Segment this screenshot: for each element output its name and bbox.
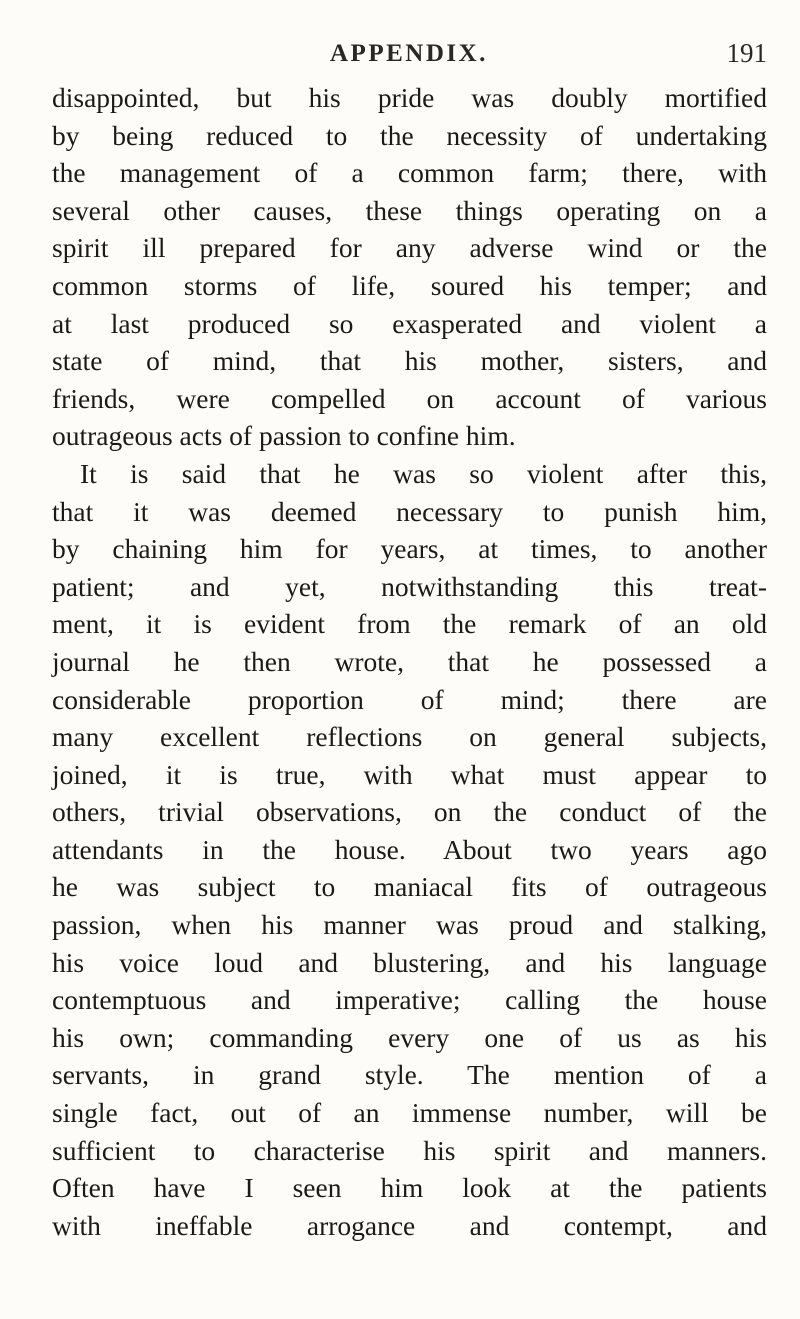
text-line: spirit ill prepared for any adverse wind or the: [52, 232, 767, 264]
text-line: his voice loud and blustering, and his language: [52, 946, 767, 978]
text-line: at last produced so exasperated and violent a: [52, 307, 767, 339]
text-line: friends, were compelled on account of various: [52, 382, 767, 414]
text-line: many excellent reflections on general subjects,: [52, 721, 767, 753]
text-line: single fact, out of an immense number, will be: [52, 1097, 767, 1129]
text-line: disappointed, but his pride was doubly mortified: [52, 82, 767, 113]
text-line: servants, in grand style. The mention of a: [52, 1059, 767, 1091]
text-line: that it was deemed necessary to punish him,: [52, 495, 767, 527]
text-line: common storms of life, soured his temper; and: [52, 269, 767, 301]
text-line: journal he then wrote, that he possessed a: [52, 645, 767, 677]
text-line: the management of a common farm; there, with: [52, 157, 767, 189]
text-line: passion, when his manner was proud and stalking,: [52, 909, 767, 941]
text-line: he was subject to maniacal fits of outrageous: [52, 871, 767, 903]
body-text: [52, 79, 767, 1244]
text-line: ment, it is evident from the remark of an old: [52, 608, 767, 640]
page-header: [52, 34, 767, 74]
text-line: with ineffable arrogance and contempt, and: [52, 1209, 767, 1241]
text-line: attendants in the house. About two years ago: [52, 833, 767, 865]
text-line: sufficient to characterise his spirit and manners.: [52, 1134, 767, 1166]
text-line: joined, it is true, with what must appear to: [52, 758, 767, 790]
running-head: APPENDIX.: [330, 40, 488, 67]
paragraph-end-line: outrageous acts of passion to confine him.: [52, 420, 516, 452]
text-line: contemptuous and imperative; calling the house: [52, 984, 767, 1016]
text-line: patient; and yet, notwithstanding this treat-: [52, 570, 767, 602]
text-line: his own; commanding every one of us as his: [52, 1021, 767, 1053]
text-line: Often have I seen him look at the patients: [52, 1172, 767, 1204]
page-number: 191: [726, 38, 767, 68]
text-line: considerable proportion of mind; there are: [52, 683, 767, 715]
text-line: by being reduced to the necessity of undertaking: [52, 119, 767, 151]
text-line: others, trivial observations, on the conduct of the: [52, 796, 767, 828]
text-line: state of mind, that his mother, sisters, and: [52, 345, 767, 377]
text-line: several other causes, these things operating on a: [52, 194, 767, 226]
text-line: by chaining him for years, at times, to another: [52, 533, 767, 565]
paragraph-start-line: It is said that he was so violent after this,: [80, 457, 767, 489]
